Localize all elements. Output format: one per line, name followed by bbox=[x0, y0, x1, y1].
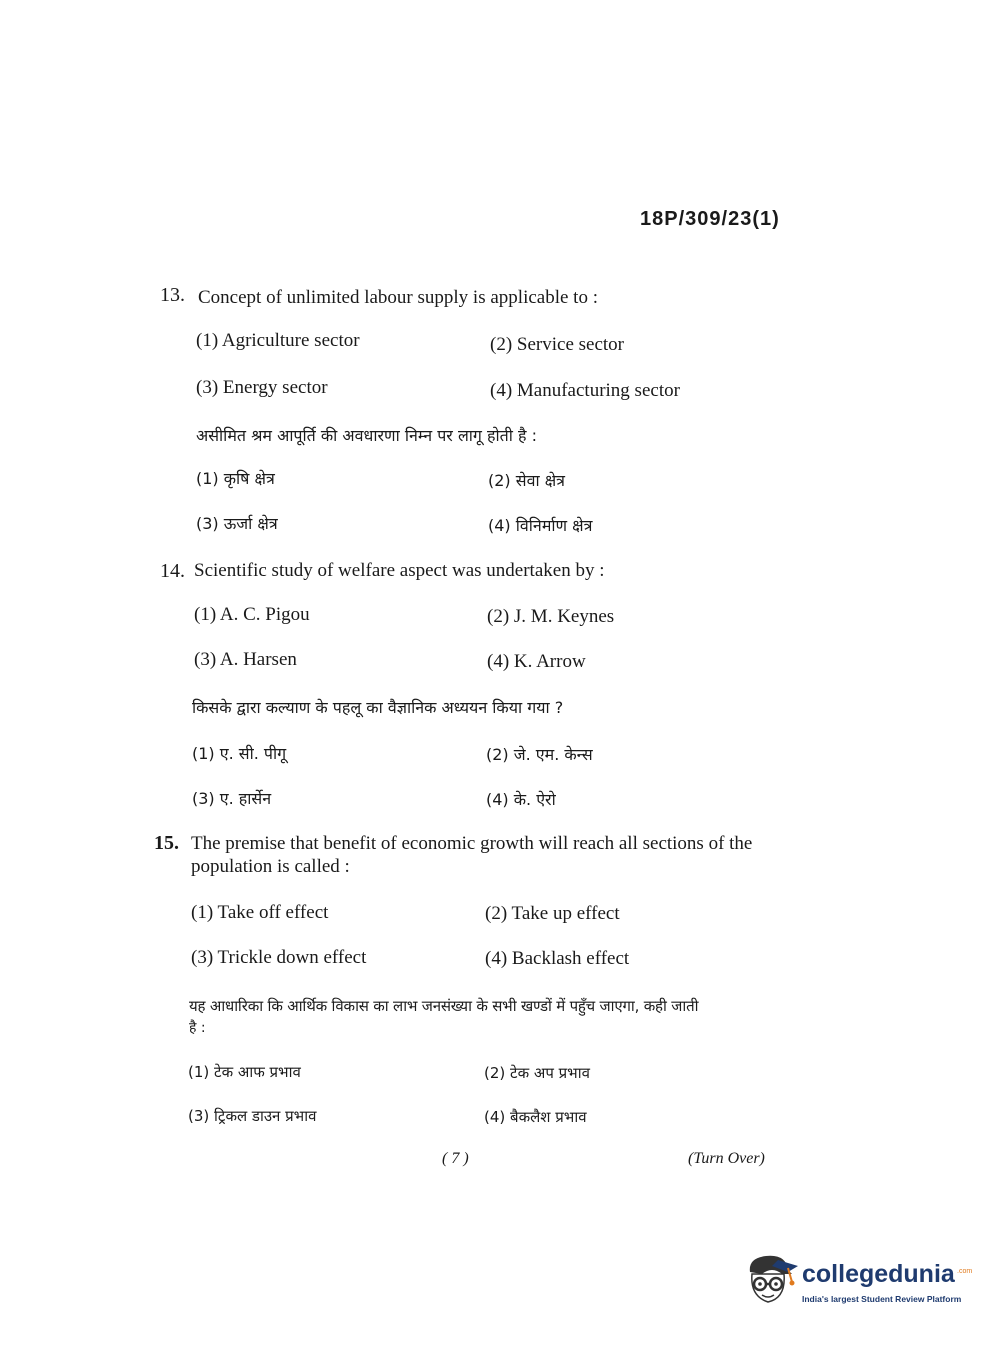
q15-option-3-hi: (3) ट्रिकल डाउन प्रभाव bbox=[188, 1107, 317, 1125]
question-14-text-hi: किसके द्वारा कल्याण के पहलू का वैज्ञानिक अध्ययन किया गया ? bbox=[192, 698, 564, 717]
brand-domain-suffix: .com bbox=[957, 1268, 973, 1275]
q13-option-4-en: (4) Manufacturing sector bbox=[490, 380, 680, 401]
q13-option-4-hi: (4) विनिर्माण क्षेत्र bbox=[488, 516, 593, 535]
question-15-number: 15. bbox=[154, 832, 179, 854]
q15-option-1-hi: (1) टेक आफ प्रभाव bbox=[188, 1063, 301, 1081]
q13-option-2-en: (2) Service sector bbox=[490, 334, 624, 355]
q13-option-2-hi: (2) सेवा क्षेत्र bbox=[488, 471, 565, 490]
q13-option-3-hi: (3) ऊर्जा क्षेत्र bbox=[196, 514, 278, 533]
q13-option-1-en: (1) Agriculture sector bbox=[196, 330, 360, 351]
page-number: ( 7 ) bbox=[442, 1150, 469, 1167]
student-mascot-icon bbox=[742, 1252, 798, 1312]
q14-option-1-hi: (1) ए. सी. पीगू bbox=[192, 744, 287, 763]
question-14-number: 14. bbox=[160, 560, 185, 582]
question-13-text-en: Concept of unlimited labour supply is applicable to : bbox=[198, 287, 598, 308]
q15-option-2-en: (2) Take up effect bbox=[485, 903, 620, 924]
q15-option-4-en: (4) Backlash effect bbox=[485, 948, 630, 969]
paper-code: 18P/309/23(1) bbox=[640, 208, 780, 230]
q15-option-3-en: (3) Trickle down effect bbox=[191, 947, 367, 968]
q13-option-3-en: (3) Energy sector bbox=[196, 377, 328, 398]
q14-option-2-hi: (2) जे. एम. केन्स bbox=[486, 745, 593, 764]
question-15-text-en-line2: population is called : bbox=[191, 856, 350, 877]
q14-option-4-en: (4) K. Arrow bbox=[487, 651, 586, 672]
q13-option-1-hi: (1) कृषि क्षेत्र bbox=[196, 469, 275, 488]
q15-option-1-en: (1) Take off effect bbox=[191, 902, 329, 923]
q14-option-3-hi: (3) ए. हार्सेन bbox=[192, 789, 272, 808]
question-15-text-hi-line1: यह आधारिका कि आर्थिक विकास का लाभ जनसंख्या के सभी खण्डों में पहुँच जाएगा, कही जाती bbox=[189, 997, 699, 1015]
question-15-text-en-line1: The premise that benefit of economic growth will reach all sections of the bbox=[191, 833, 753, 854]
brand-tagline: India's largest Student Review Platform bbox=[802, 1294, 962, 1304]
q14-option-1-en: (1) A. C. Pigou bbox=[194, 604, 310, 625]
question-14-text-en: Scientific study of welfare aspect was undertaken by : bbox=[194, 560, 605, 581]
question-15-text-hi-line2: है : bbox=[189, 1020, 206, 1036]
q14-option-3-en: (3) A. Harsen bbox=[194, 649, 297, 670]
q15-option-2-hi: (2) टेक अप प्रभाव bbox=[484, 1064, 590, 1082]
q14-option-2-en: (2) J. M. Keynes bbox=[487, 606, 615, 627]
q15-option-4-hi: (4) बैकलैश प्रभाव bbox=[484, 1108, 587, 1126]
question-13-text-hi: असीमित श्रम आपूर्ति की अवधारणा निम्न पर लागू होती है : bbox=[196, 426, 537, 445]
question-13-number: 13. bbox=[160, 284, 185, 306]
collegedunia-watermark bbox=[742, 1252, 972, 1312]
turn-over-label: (Turn Over) bbox=[688, 1150, 765, 1167]
q14-option-4-hi: (4) के. ऐरो bbox=[486, 790, 556, 809]
brand-name: collegedunia bbox=[802, 1260, 955, 1288]
